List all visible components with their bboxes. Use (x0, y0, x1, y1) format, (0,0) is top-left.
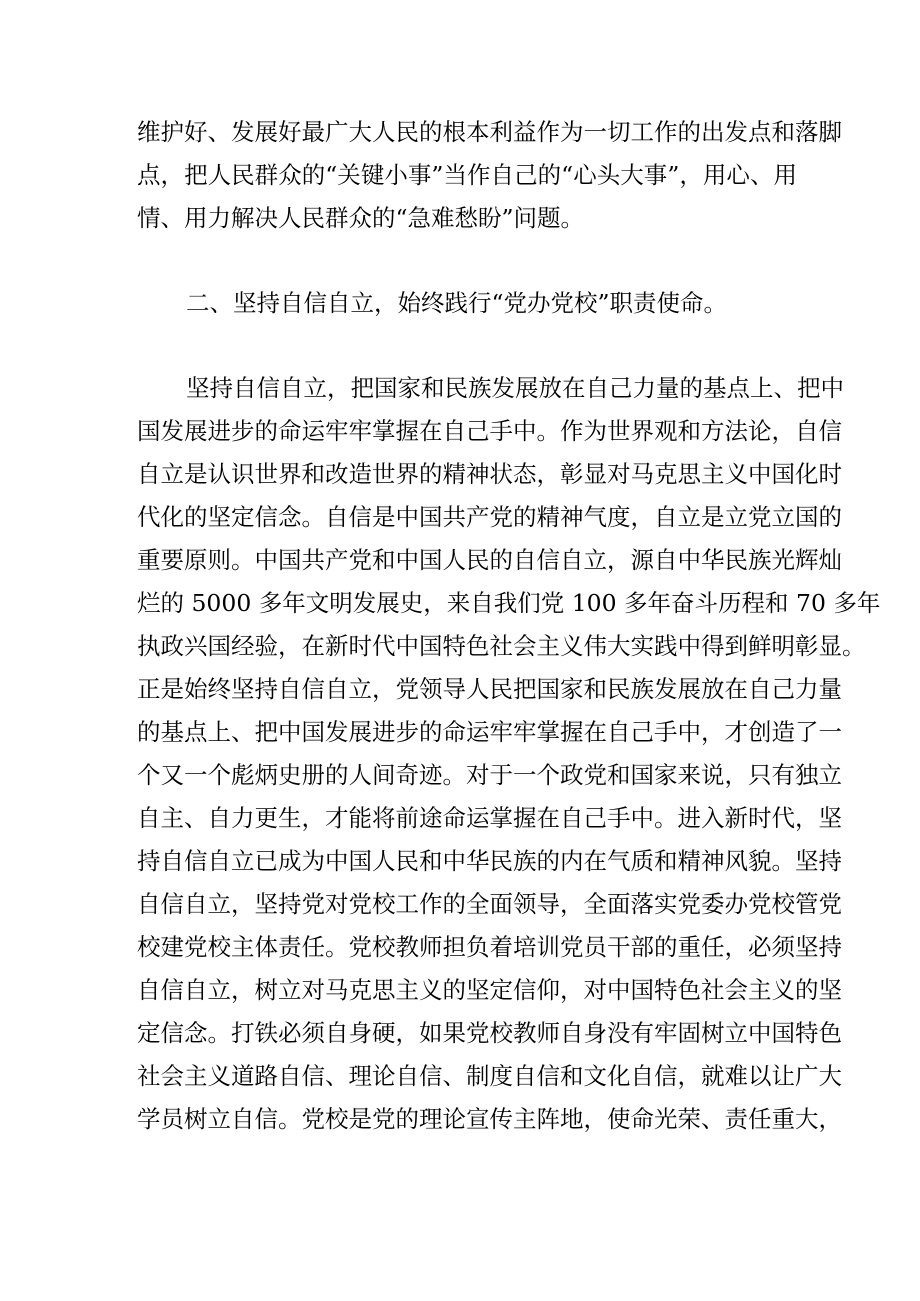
paragraph-line: 执政兴国经验，在新时代中国特色社会主义伟大实践中得到鲜明彰显。 (137, 632, 866, 660)
paragraph-line: 持自信自立已成为中国人民和中华民族的内在气质和精神风貌。坚持 (137, 847, 842, 875)
paragraph-line: 点，把人民群众的“关键小事”当作自己的“心头大事”，用心、用 (137, 161, 797, 189)
paragraph-line: 个又一个彪炳史册的人间奇迹。对于一个政党和国家来说，只有独立 (137, 761, 842, 789)
paragraph-line: 学员树立自信。党校是党的理论宣传主阵地，使命光荣、责任重大， (137, 1105, 842, 1133)
paragraph-line: 代化的坚定信念。自信是中国共产党的精神气度，自立是立党立国的 (137, 503, 842, 531)
paragraph-line: 维护好、发展好最广大人民的根本利益作为一切工作的出发点和落脚 (137, 118, 842, 146)
paragraph-line: 情、用力解决人民群众的“急难愁盼”问题。 (137, 204, 585, 232)
paragraph-line: 重要原则。中国共产党和中国人民的自信自立，源自中华民族光辉灿 (137, 546, 842, 574)
paragraph-line: 自信自立，坚持党对党校工作的全面领导，全面落实党委办党校管党 (137, 890, 842, 918)
paragraph-line: 正是始终坚持自信自立，党领导人民把国家和民族发展放在自己力量 (137, 675, 842, 703)
section-heading: 二、坚持自信自立，始终践行“党办党校”职责使命。 (186, 289, 728, 317)
paragraph-line: 校建党校主体责任。党校教师担负着培训党员干部的重任，必须坚持 (137, 933, 842, 961)
paragraph-line: 坚持自信自立，把国家和民族发展放在自己力量的基点上、把中 (186, 374, 844, 402)
paragraph-line: 的基点上、把中国发展进步的命运牢牢掌握在自己手中，才创造了一 (137, 718, 842, 746)
paragraph-line: 社会主义道路自信、理论自信、制度自信和文化自信，就难以让广大 (137, 1062, 842, 1090)
paragraph-line: 烂的 5000 多年文明发展史，来自我们党 100 多年奋斗历程和 70 多年 (137, 589, 881, 617)
paragraph-line: 自立是认识世界和改造世界的精神状态，彰显对马克思主义中国化时 (137, 460, 842, 488)
paragraph-line: 国发展进步的命运牢牢掌握在自己手中。作为世界观和方法论，自信 (137, 417, 842, 445)
paragraph-line: 自主、自力更生，才能将前途命运掌握在自己手中。进入新时代，坚 (137, 804, 842, 832)
paragraph-line: 自信自立，树立对马克思主义的坚定信仰，对中国特色社会主义的坚 (137, 976, 842, 1004)
paragraph-line: 定信念。打铁必须自身硬，如果党校教师自身没有牢固树立中国特色 (137, 1019, 842, 1047)
